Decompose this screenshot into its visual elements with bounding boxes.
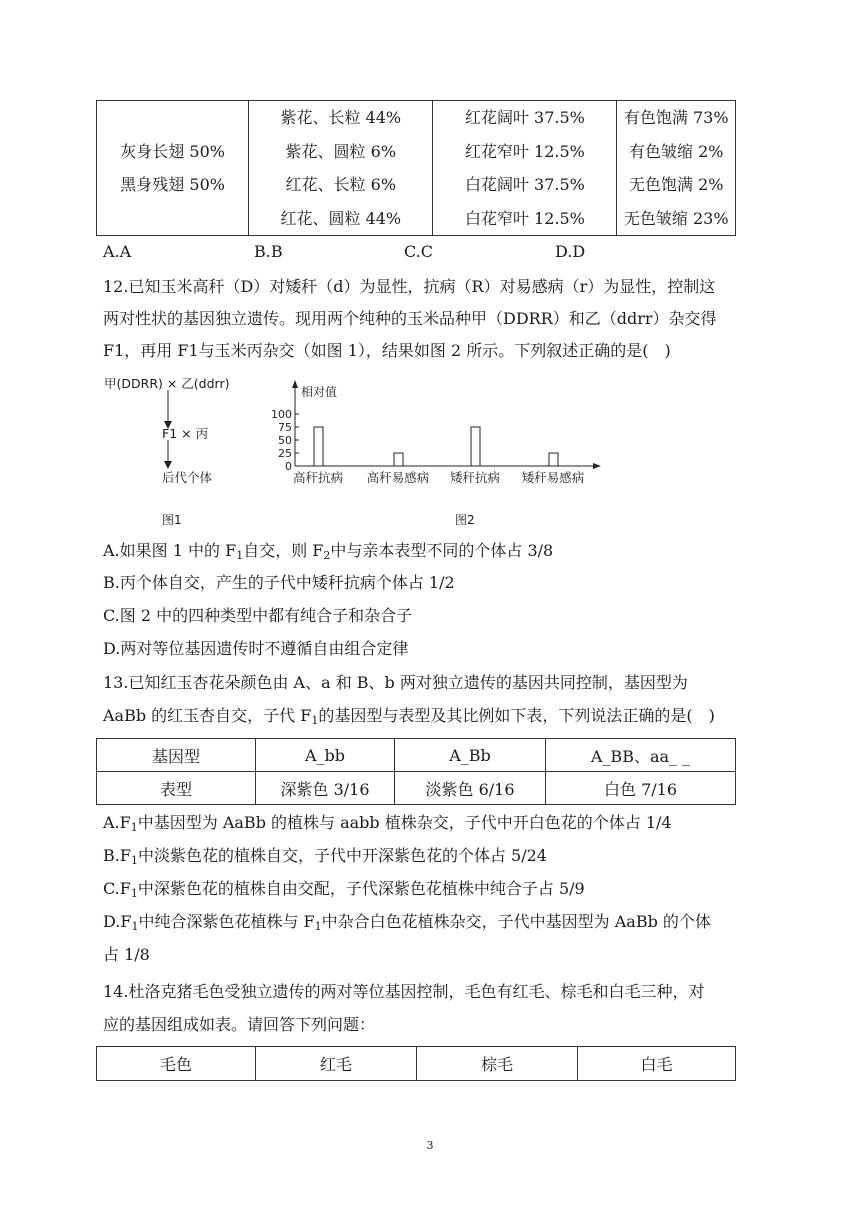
table-cell: 有色皱缩 2% — [629, 141, 724, 161]
y-tick-label: 100 — [271, 408, 292, 421]
table-cell: 红花、长粒 6% — [285, 175, 397, 194]
table-cell: 淡紫色 6/16 — [395, 772, 546, 805]
q11-option-c[interactable]: C.C — [404, 242, 433, 261]
q13-table — [96, 738, 736, 805]
q12-option-b[interactable]: B.丙个体自交，产生的子代中矮秆抗病个体占 1/2 — [103, 573, 455, 592]
table-cell: 深紫色 3/16 — [256, 772, 395, 805]
x-axis-arrow-icon — [593, 463, 601, 469]
table-cell: 红花阔叶 37.5% — [464, 108, 585, 127]
table-cell: 白花窄叶 12.5% — [464, 208, 585, 228]
q12-stem-line: 12.已知玉米高秆（D）对矮秆（d）为显性，抗病（R）对易感病（r）为显性，控制这 — [103, 277, 716, 296]
q12-option-a[interactable]: A.如果图 1 中的 $F_1$自交，则 $F_2$中与亲本表型不同的个体占 3/8 — [103, 541, 554, 562]
table-cell: 红花窄叶 12.5% — [464, 141, 585, 161]
bar — [549, 453, 558, 466]
q11-option-a[interactable]: A.A — [103, 242, 132, 261]
q13-stem-line: 13.已知红玉杏花朵颜色由 A、a 和 B、b 两对独立遗传的基因共同控制，基因型为 — [103, 673, 688, 692]
q11-table-col2 — [249, 101, 433, 236]
y-tick-label: 25 — [278, 447, 292, 460]
y-tick-label: 0 — [285, 460, 292, 473]
q11-option-d[interactable]: D.D — [555, 242, 586, 261]
y-tick-label: 50 — [278, 434, 292, 447]
table-row — [97, 739, 736, 772]
q14-stem-line: 14.杜洛克猪毛色受独立遗传的两对等位基因控制，毛色有红毛、棕毛和白毛三种，对 — [103, 982, 705, 1001]
q13-option-c[interactable]: $C.F_1$中深紫色花的植株自由交配，子代深紫色花植株中纯合子占 5/9 — [103, 879, 585, 900]
table-cell: A_BB、aa_ _ — [546, 739, 736, 772]
table-cell: A_bb — [256, 739, 395, 772]
table-cell: 白色 7/16 — [546, 772, 736, 805]
table-row — [97, 772, 736, 805]
page-number: 3 — [426, 1139, 434, 1152]
q14-stem-line: 应的基因组成如表。请回答下列问题： — [103, 1015, 376, 1034]
q11-table-col1 — [97, 101, 249, 236]
table-cell: 红花、圆粒 44% — [280, 208, 402, 228]
table-cell: 基因型 — [97, 739, 256, 772]
q11-table-col3 — [433, 101, 617, 236]
q11-table-col4 — [617, 101, 736, 236]
table-cell: 棕毛 — [417, 1047, 578, 1081]
y-axis-arrow-icon — [292, 380, 298, 388]
x-tick-label: 高秆易感病 — [366, 470, 430, 485]
table-cell: 无色皱缩 23% — [623, 208, 729, 228]
x-tick-label: 高秆抗病 — [292, 470, 344, 485]
fig1-offspring: 后代个体 — [162, 470, 213, 485]
table-cell: 紫花、圆粒 6% — [285, 141, 397, 161]
fig1-cross: F1 × 丙 — [162, 426, 209, 441]
table-row — [97, 1047, 736, 1081]
q11-option-b[interactable]: B.B — [254, 242, 283, 261]
q13-option-d-cont: 占 1/8 — [103, 945, 150, 964]
fig1-caption: 图1 — [162, 513, 182, 527]
table-cell: 白毛 — [578, 1047, 736, 1081]
y-axis-label: 相对值 — [301, 385, 338, 399]
q13-option-b[interactable]: $B.F_1$中淡紫色花的植株自交，子代中开深紫色花的个体占 5/24 — [103, 846, 547, 867]
arrow-down-icon — [162, 440, 174, 470]
q13-option-d[interactable]: $D.F_1$中纯合深紫色花植株与 $F_1$中杂合白色花植株杂交，子代中基因型为 AaBb 的个体 — [103, 912, 711, 933]
table-cell: 红毛 — [256, 1047, 417, 1081]
fig1-parents: 甲(DDRR) × 乙(ddrr) — [104, 376, 230, 391]
bar — [394, 453, 403, 466]
figure-2-chart — [265, 378, 605, 496]
fig2-caption: 图2 — [455, 513, 475, 527]
q12-stem-line: F1，再用 F1与玉米丙杂交（如图 1），结果如图 2 所示。下列叙述正确的是( ) — [103, 341, 671, 360]
q12-option-c[interactable]: C.图 2 中的四种类型中都有纯合子和杂合子 — [103, 606, 413, 625]
q12-stem-line: 两对性状的基因独立遗传。现用两个纯种的玉米品种甲（DDRR）和乙（ddrr）杂交得 — [103, 309, 717, 328]
table-cell: 白花阔叶 37.5% — [464, 175, 585, 194]
table-cell: 毛色 — [97, 1047, 256, 1081]
y-tick-label: 75 — [278, 421, 292, 434]
table-cell: 有色饱满 73% — [623, 108, 729, 127]
table-cell: 灰身长翅 50% — [120, 141, 225, 161]
q13-stem-line: AaBb 的红玉杏自交，子代 $F_1$的基因型与表型及其比例如下表，下列说法正确的是( ) — [103, 706, 715, 727]
table-cell: 表型 — [97, 772, 256, 805]
table-cell: 黑身残翅 50% — [120, 175, 225, 194]
table-cell: 无色饱满 2% — [629, 175, 724, 194]
bar — [314, 427, 323, 466]
q12-option-d[interactable]: D.两对等位基因遗传时不遵循自由组合定律 — [103, 639, 409, 658]
table-cell: 紫花、长粒 44% — [280, 108, 402, 127]
bar — [471, 427, 480, 466]
x-tick-label: 矮秆抗病 — [449, 470, 501, 485]
x-tick-label: 矮秆易感病 — [521, 470, 585, 485]
q11-table — [96, 100, 736, 236]
table-cell: A_Bb — [395, 739, 546, 772]
q14-table — [96, 1046, 736, 1081]
q13-option-a[interactable]: $A.F_1$中基因型为 AaBb 的植株与 aabb 植株杂交，子代中开白色花的个体占 1/4 — [103, 813, 672, 834]
